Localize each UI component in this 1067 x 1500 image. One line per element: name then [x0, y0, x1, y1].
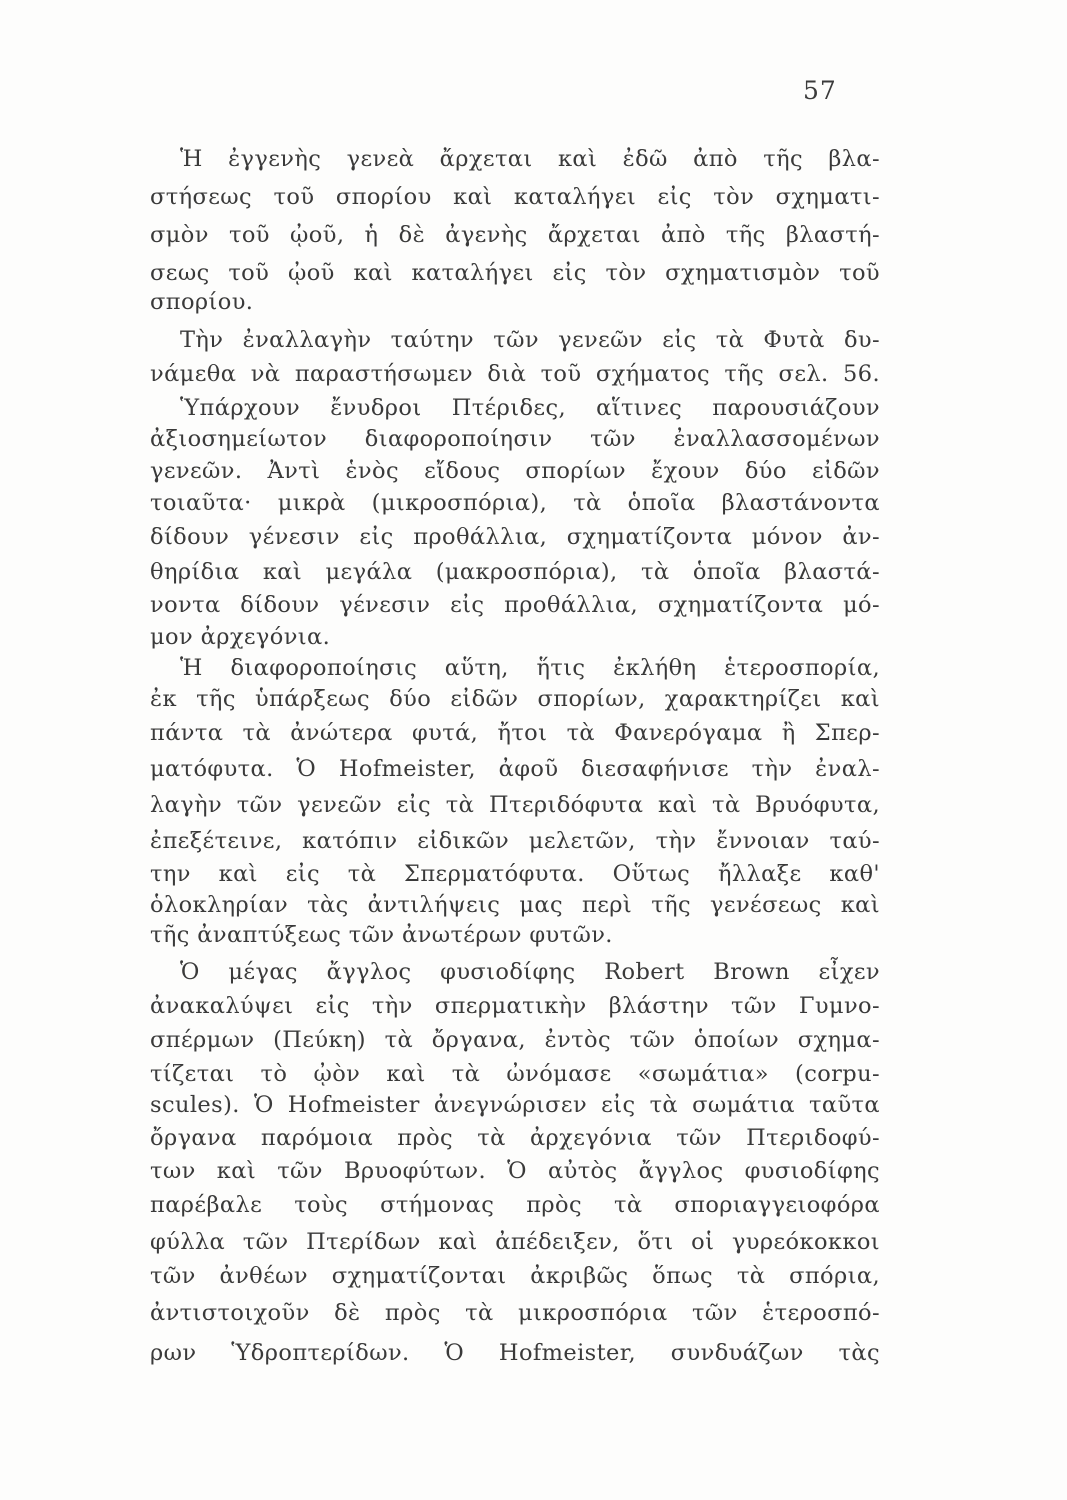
text-line: σπέρμων (Πεύκη) τὰ ὄργανα, ἐντὸς τῶν ὁποίων σχημα- — [150, 1027, 880, 1053]
text-line: ὄργανα παρόμοια πρὸς τὰ ἀρχεγόνια τῶν Πτεριδοφύ- — [150, 1125, 880, 1151]
text-line: τῶν ἀνθέων σχηματίζονται ἀκριβῶς ὅπως τὰ σπόρια, — [150, 1263, 880, 1289]
text-line: ἀντιστοιχοῦν δὲ πρὸς τὰ μικροσπόρια τῶν ἑτεροσπό- — [150, 1300, 880, 1326]
text-line: νάμεθα νὰ παραστήσωμεν διὰ τοῦ σχήματος τῆς σελ. 56. — [150, 361, 880, 387]
text-line: γενεῶν. Ἀντὶ ἑνὸς εἴδους σπορίων ἔχουν δύο εἰδῶν — [150, 458, 880, 484]
text-line: ρων Ὑδροπτερίδων. Ὁ Hofmeister, συνδυάζων τὰς — [150, 1340, 880, 1366]
text-line: Ὁ μέγας ἄγγλος φυσιοδίφης Robert Brown εἶχεν — [180, 959, 880, 985]
text-line: ἀνακαλύψει εἰς τὴν σπερματικὴν βλάστην τῶν Γυμνο- — [150, 993, 880, 1019]
text-line: σπορίου. — [150, 289, 254, 315]
text-line: ἀξιοσημείωτον διαφοροποίησιν τῶν ἐναλλασσομένων — [150, 426, 880, 452]
text-line: στήσεως τοῦ σπορίου καὶ καταλήγει εἰς τὸν σχηματι- — [150, 184, 880, 210]
text-line: Ὑπάρχουν ἔνυδροι Πτέριδες, αἵτινες παρουσιάζουν — [180, 395, 880, 421]
text-line: σεως τοῦ ᾠοῦ καὶ καταλήγει εἰς τὸν σχηματισμὸν τοῦ — [150, 260, 880, 286]
text-line: των καὶ τῶν Βρυοφύτων. Ὁ αὐτὸς ἄγγλος φυσιοδίφης — [150, 1158, 880, 1184]
text-line: λαγὴν τῶν γενεῶν εἰς τὰ Πτεριδόφυτα καὶ τὰ Βρυόφυτα, — [150, 792, 880, 818]
page-number: 57 — [803, 76, 837, 105]
text-line: τοιαῦτα· μικρὰ (μικροσπόρια), τὰ ὁποῖα βλαστάνοντα — [150, 490, 880, 516]
text-line: ἐπεξέτεινε, κατόπιν εἰδικῶν μελετῶν, τὴν ἔννοιαν ταύ- — [150, 828, 880, 854]
text-line: μον ἀρχεγόνια. — [150, 624, 331, 650]
text-line: πάντα τὰ ἀνώτερα φυτά, ἤτοι τὰ Φανερόγαμα ἢ Σπερ- — [150, 720, 880, 746]
text-line: Τὴν ἐναλλαγὴν ταύτην τῶν γενεῶν εἰς τὰ Φυτὰ δυ- — [180, 327, 880, 353]
text-line: παρέβαλε τοὺς στήμονας πρὸς τὰ σποριαγγειοφόρα — [150, 1192, 880, 1218]
text-line: ἐκ τῆς ὑπάρξεως δύο εἰδῶν σπορίων, χαρακτηρίζει καὶ — [150, 686, 880, 712]
text-line: την καὶ εἰς τὰ Σπερματόφυτα. Οὕτως ἤλλαξε καθ' — [150, 861, 880, 887]
text-line: τῆς ἀναπτύξεως τῶν ἀνωτέρων φυτῶν. — [150, 922, 613, 948]
text-line: Ἡ διαφοροποίησις αὕτη, ἥτις ἐκλήθη ἑτεροσπορία, — [180, 655, 880, 681]
text-line: σμὸν τοῦ ᾠοῦ, ἡ δὲ ἀγενὴς ἄρχεται ἀπὸ τῆς βλαστή- — [150, 222, 880, 248]
text-line: τίζεται τὸ ᾠὸν καὶ τὰ ὠνόμασε «σωμάτια» (corpu- — [150, 1061, 880, 1087]
text-line: θηρίδια καὶ μεγάλα (μακροσπόρια), τὰ ὁποῖα βλαστά- — [150, 559, 880, 585]
text-line: δίδουν γένεσιν εἰς προθάλλια, σχηματίζοντα μόνον ἀν- — [150, 524, 880, 550]
text-line: Ἡ ἐγγενὴς γενεὰ ἄρχεται καὶ ἐδῶ ἀπὸ τῆς βλα- — [180, 146, 880, 172]
text-line: φύλλα τῶν Πτερίδων καὶ ἀπέδειξεν, ὅτι οἱ γυρεόκοκκοι — [150, 1229, 880, 1255]
text-line: scules). Ὁ Hofmeister ἀνεγνώρισεν εἰς τὰ σωμάτια ταῦτα — [150, 1092, 880, 1118]
text-line: ματόφυτα. Ὁ Hofmeister, ἀφοῦ διεσαφήνισε τὴν ἐναλ- — [150, 756, 880, 782]
text-line: ὁλοκληρίαν τὰς ἀντιλήψεις μας περὶ τῆς γενέσεως καὶ — [150, 892, 880, 918]
text-line: νοντα δίδουν γένεσιν εἰς προθάλλια, σχηματίζοντα μό- — [150, 592, 880, 618]
